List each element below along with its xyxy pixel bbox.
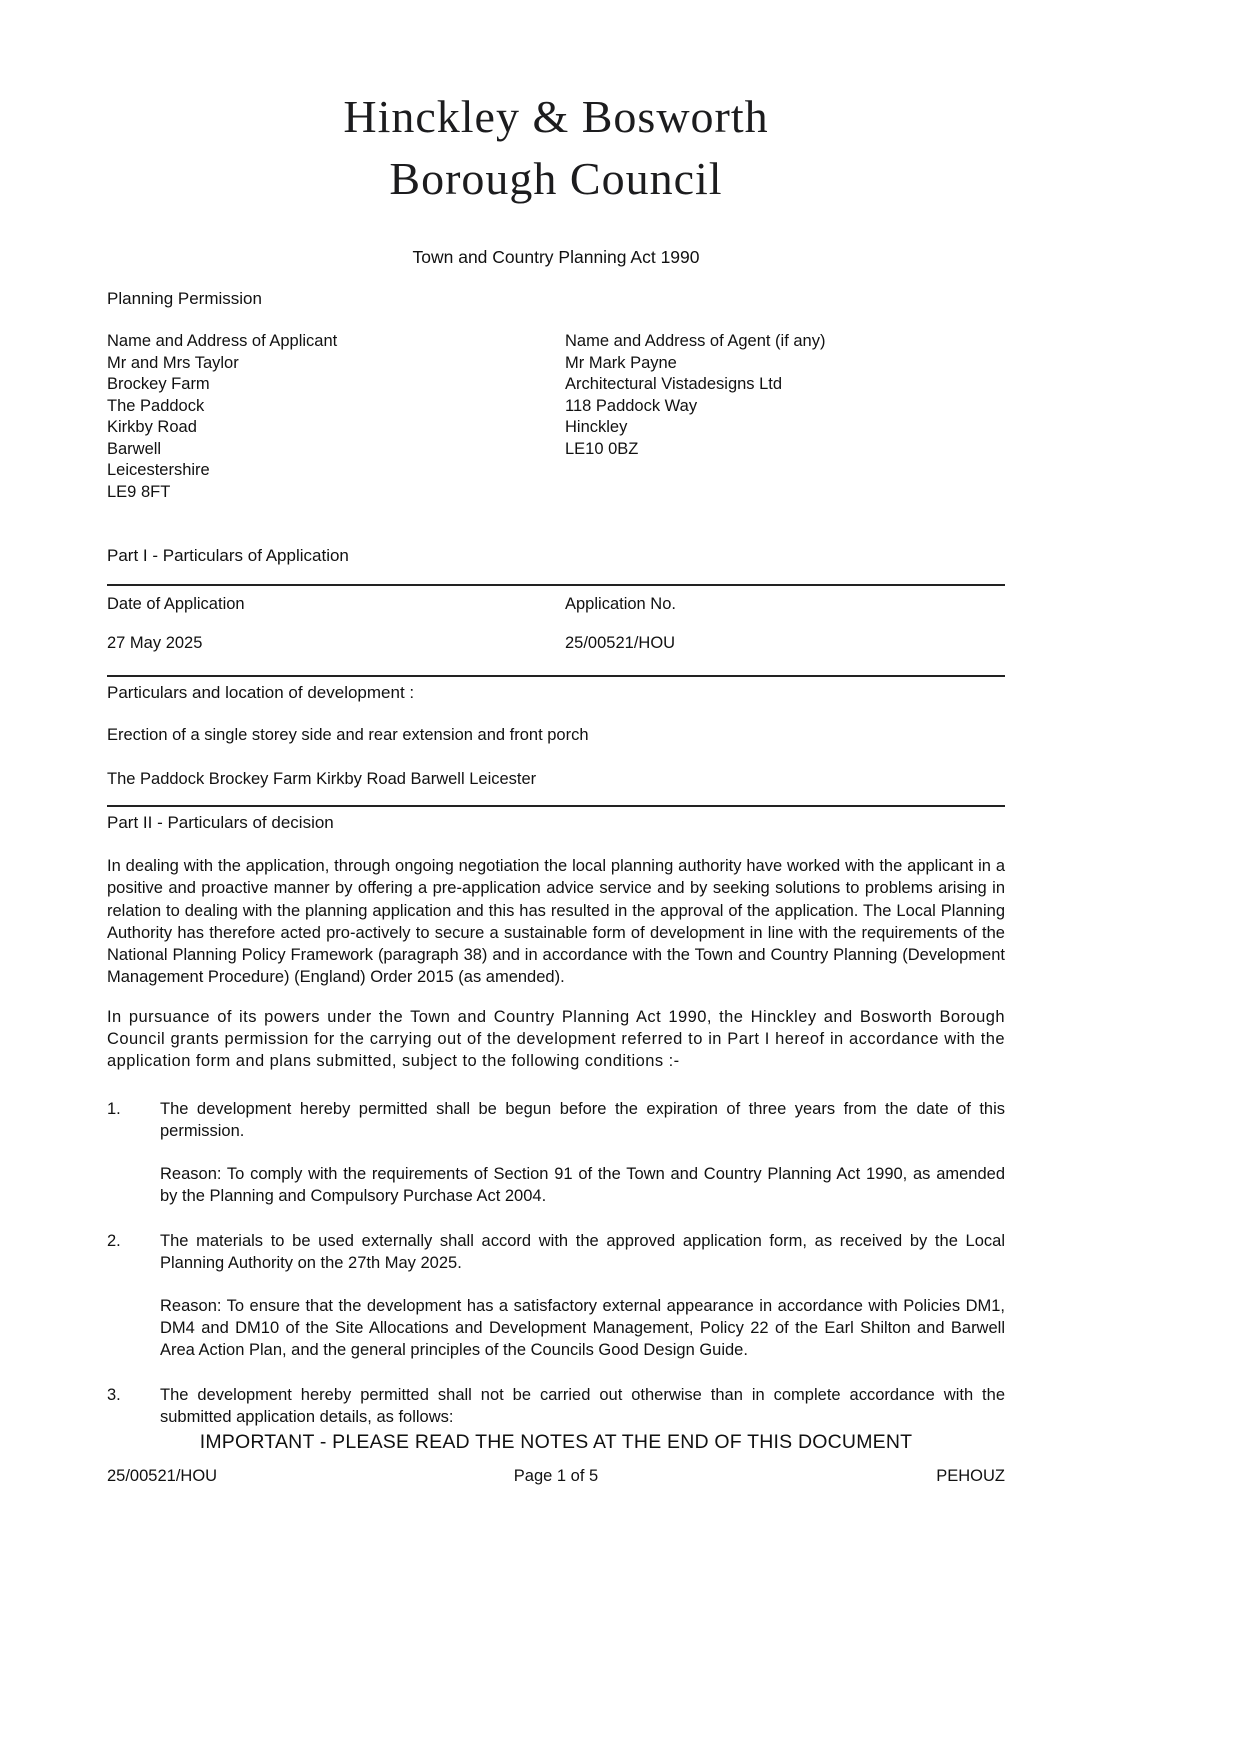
condition-reason: Reason: To comply with the requirements of Section 91 of the Town and Country Planning Act 1990, as amended by the Planning and Compulsory Purchase Act 2004.	[160, 1164, 1005, 1205]
footer-page-number: Page 1 of 5	[513, 1466, 599, 1485]
applicant-label: Name and Address of Applicant	[107, 332, 338, 350]
council-title-line1: Hinckley & Bosworth	[343, 91, 769, 142]
council-title	[107, 86, 1005, 210]
condition-item	[107, 1230, 1005, 1361]
condition-number: 2.	[107, 1231, 121, 1250]
footer-code: PEHOUZ	[936, 1466, 1005, 1485]
agent-label: Name and Address of Agent (if any)	[565, 332, 826, 350]
condition-text: The materials to be used externally shall accord with the approved application form, as received by the Local Planning Authority on the 27th May 2025.	[160, 1231, 1005, 1272]
conditions-list	[107, 1098, 1005, 1428]
condition-body	[160, 1384, 1005, 1428]
agent-address-line: Hinckley	[565, 418, 628, 436]
agent-postcode: LE10 0BZ	[565, 439, 639, 458]
application-table-values	[107, 632, 1005, 654]
agent-block	[565, 331, 1005, 503]
applicant-address-line: Barwell	[107, 439, 162, 458]
applicant-postcode: LE9 8FT	[107, 482, 171, 501]
condition-reason: Reason: To ensure that the development has a satisfactory external appearance in accordance with Policies DM1, DM4 and DM10 of the Site Allocations and Development Management, Policy 22 of the Earl Shilton and Barwell Area Action Plan, and the general principles of the Councils Good Design Guide.	[160, 1296, 1005, 1359]
application-no-label: Application No.	[565, 595, 676, 613]
applicant-block	[107, 331, 565, 503]
condition-number: 3.	[107, 1385, 121, 1404]
applicant-agent-section	[107, 331, 1005, 503]
agent-address-line: Architectural Vistadesigns Ltd	[565, 375, 783, 393]
application-table-labels	[107, 586, 1005, 615]
condition-item	[107, 1384, 1005, 1428]
important-notice: IMPORTANT - PLEASE READ THE NOTES AT THE END OF THIS DOCUMENT	[199, 1430, 913, 1453]
condition-number: 1.	[107, 1099, 121, 1118]
date-of-application-value: 27 May 2025	[107, 634, 203, 652]
agent-name: Mr Mark Payne	[565, 353, 677, 372]
applicant-name: Mr and Mrs Taylor	[107, 353, 239, 372]
document-content	[107, 0, 1005, 1487]
applicant-address-line: The Paddock	[107, 396, 205, 415]
condition-text: The development hereby permitted shall not be carried out otherwise than in complete accordance with the submitted application details, as follows:	[160, 1385, 1005, 1426]
decision-paragraph: In dealing with the application, through ongoing negotiation the local planning authority have worked with the applicant in a positive and proactive manner by offering a pre-application advice service and by seeking solutions to problems arising in relation to dealing with the planning application and this has resulted in the approval of the application. The Local Planning Authority has therefore acted pro-actively to secure a sustainable form of development in line with the requirements of the National Planning Policy Framework (paragraph 38) and in accordance with the Town and Country Planning (Development Management Procedure) (England) Order 2015 (as amended).	[107, 857, 1005, 987]
act-title: Town and Country Planning Act 1990	[412, 247, 700, 267]
condition-body	[160, 1230, 1005, 1361]
part1-heading: Part I - Particulars of Application	[107, 546, 349, 565]
agent-address-line: 118 Paddock Way	[565, 396, 698, 415]
condition-body	[160, 1098, 1005, 1207]
site-address: The Paddock Brockey Farm Kirkby Road Barwell Leicester	[107, 770, 537, 788]
document-type-heading: Planning Permission	[107, 289, 262, 308]
divider	[107, 675, 1005, 677]
page-footer	[107, 1466, 1005, 1487]
condition-text: The development hereby permitted shall be begun before the expiration of three years from the date of this permission.	[160, 1099, 1005, 1140]
footer-application-ref: 25/00521/HOU	[107, 1466, 218, 1485]
part2-heading: Part II - Particulars of decision	[107, 813, 334, 832]
particulars-label: Particulars and location of development :	[107, 683, 415, 702]
council-title-line2: Borough Council	[389, 153, 723, 204]
condition-item	[107, 1098, 1005, 1207]
date-of-application-label: Date of Application	[107, 595, 245, 613]
grant-paragraph: In pursuance of its powers under the Town and Country Planning Act 1990, the Hinckley and Bosworth Borough Council grants permission for the carrying out of the development referred to in Part I hereof in accordance with the application form and plans submitted, subject to the following conditions :-	[107, 1007, 1005, 1071]
divider	[107, 805, 1005, 807]
application-no-value: 25/00521/HOU	[565, 634, 676, 652]
applicant-address-line: Kirkby Road	[107, 418, 197, 436]
applicant-address-line: Leicestershire	[107, 461, 210, 479]
applicant-address-line: Brockey Farm	[107, 375, 210, 393]
development-description: Erection of a single storey side and rear extension and front porch	[107, 726, 589, 744]
